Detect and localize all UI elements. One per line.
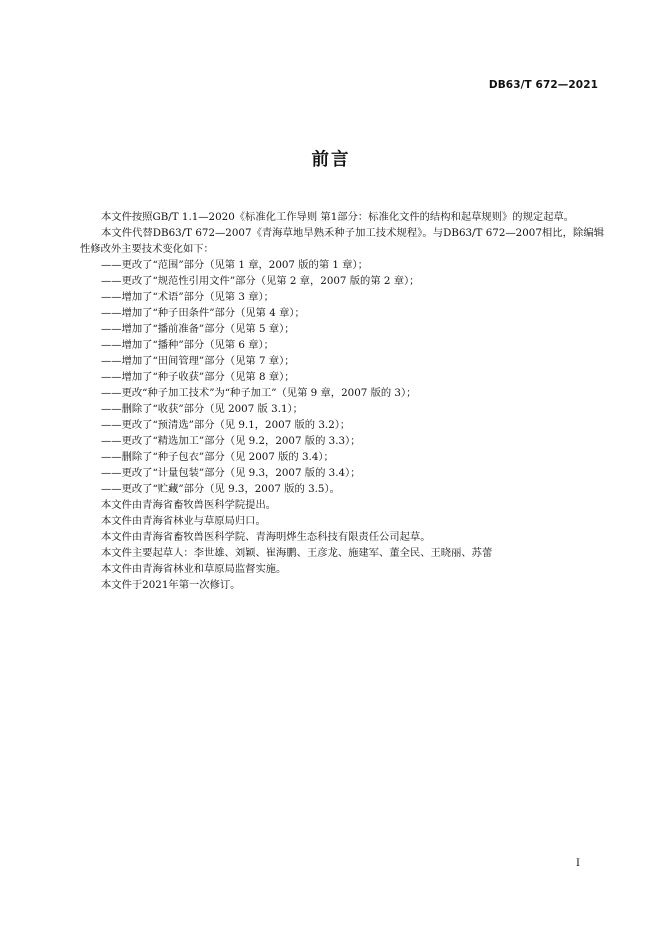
change-item: ——更改了“贮藏”部分（见 9.3，2007 版的 3.5）。 <box>101 483 340 495</box>
paragraph-replacement: 本文件代替DB63/T 672—2007《青海草地旱熟禾种子加工技术规程》。与DB63/T 672—2007相比，除编辑性修改外主要技术变化如下： <box>80 227 604 255</box>
change-item: ——更改了“精选加工”部分（见 9.2，2007 版的 3.3）； <box>101 435 361 447</box>
change-item: ——更改了“预清选”部分（见 9.1，2007 版的 3.2）； <box>101 419 351 431</box>
change-item: ——增加了“播前准备”部分（见第 5 章）； <box>101 323 295 335</box>
change-item: ——增加了“田间管理”部分（见第 7 章）； <box>101 355 295 367</box>
change-item: ——更改了“计量包装”部分（见 9.3，2007 版的 3.4）； <box>101 467 361 479</box>
change-item: ——更改了“范围”部分（见第 1 章，2007 版的第 1 章）； <box>101 259 368 271</box>
foreword-body <box>80 209 604 593</box>
change-item: ——更改了“规范性引用文件”部分（见第 2 章，2007 版的第 2 章）； <box>101 275 420 287</box>
change-item: ——增加了“种子田条件”部分（见第 4 章）； <box>101 307 305 319</box>
paragraph-revision: 本文件于2021年第一次修订。 <box>101 579 241 591</box>
change-item: ——增加了“种子收获”部分（见第 8 章）； <box>101 371 295 383</box>
page-title: 前言 <box>311 150 351 170</box>
paragraph-supervision: 本文件由青海省林业和草原局监督实施。 <box>101 563 287 575</box>
change-item: ——增加了“播种”部分（见第 6 章）； <box>101 339 274 351</box>
change-item: ——删除了“收获”部分（见 2007 版 3.1）； <box>101 403 303 415</box>
change-item: ——更改“种子加工技术”为“种子加工”（见第 9 章，2007 版的 3）； <box>101 387 417 399</box>
page-number: I <box>576 858 580 869</box>
paragraph-drafting-org: 本文件由青海省畜牧兽医科学院、青海明烨生态科技有限责任公司起草。 <box>101 531 431 543</box>
change-item: ——增加了“术语”部分（见第 3 章）； <box>101 291 274 303</box>
paragraph-administrator: 本文件由青海省林业与草原局归口。 <box>101 515 266 527</box>
document-code: DB63/T 672—2021 <box>488 79 598 91</box>
paragraph-proposer: 本文件由青海省畜牧兽医科学院提出。 <box>101 499 277 511</box>
paragraph-drafters: 本文件主要起草人：李世雄、刘颖、崔海鹏、王彦龙、施建军、董全民、王晓丽、苏蕾 <box>101 547 493 559</box>
change-item: ——删除了“种子包衣”部分（见 2007 版的 3.4）； <box>101 451 334 463</box>
paragraph-drafting-rules: 本文件按照GB/T 1.1—2020《标准化工作导则 第1部分：标准化文件的结构和起草规则》的规定起草。 <box>101 211 575 223</box>
